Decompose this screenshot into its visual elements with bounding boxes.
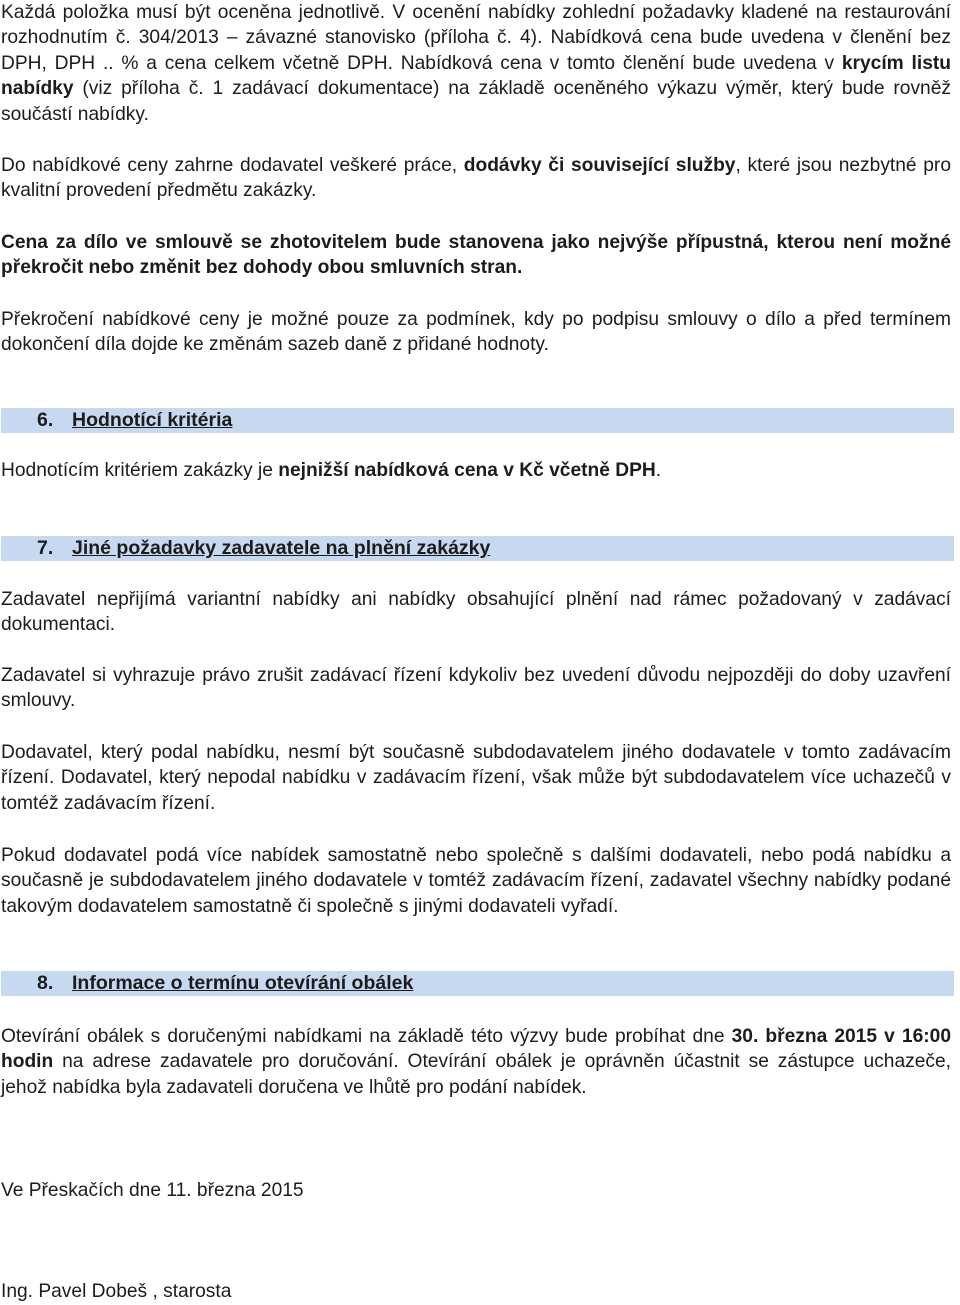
section-number: 6. bbox=[37, 409, 54, 431]
bold-opening-date: 30. března 2015 v 16:00 hodin bbox=[1, 1026, 951, 1073]
section-title: Jiné požadavky zadavatele na plnění zakázky bbox=[72, 537, 491, 559]
place-and-date: Ve Přeskačích dne 11. března 2015 bbox=[1, 1180, 304, 1201]
section-number: 8. bbox=[37, 972, 54, 994]
section-heading-6 bbox=[1, 408, 954, 433]
paragraph-max-price: Cena za dílo ve smlouvě se zhotovitelem bude stanovena jako nejvýše přípustná, kterou není možné překročit nebo změnit bez dohody obou smluvních stran. bbox=[1, 232, 951, 279]
section-heading-8 bbox=[1, 971, 954, 996]
section-heading-7 bbox=[1, 536, 954, 561]
section-title: Informace o termínu otevírání obálek bbox=[72, 972, 414, 994]
paragraph-price-exceed: Překročení nabídkové ceny je možné pouze za podmínek, kdy po podpisu smlouvy o dílo a před termínem dokončení díla dojde ke změnám sazeb daně z přidané hodnoty. bbox=[1, 309, 951, 356]
bold-related-services: dodávky či související služby bbox=[463, 155, 736, 176]
section-number: 7. bbox=[37, 537, 54, 559]
paragraph-cancel-right: Zadavatel si vyhrazuje právo zrušit zadávací řízení kdykoliv bez uvedení důvodu nejpozději do doby uzavření smlouvy. bbox=[1, 665, 951, 712]
paragraph-price-scope: Do nabídkové ceny zahrne dodavatel veškeré práce, dodávky či související služby, které jsou nezbytné pro kvalitní provedení předmětu zakázky. bbox=[1, 155, 951, 202]
paragraph-multiple-bids: Pokud dodavatel podá více nabídek samostatně nebo společně s dalšími dodavateli, nebo podá nabídku a současně je subdodavatelem jiného dodavatele v tomtéž zadávacím řízení, zadavatel všechny nabídky podané takovým dodavatelem samostatně či společně s jinými dodavateli vyřadí. bbox=[1, 845, 951, 917]
paragraph-no-variants: Zadavatel nepřijímá variantní nabídky ani nabídky obsahující plnění nad rámec požadovaný v zadávací dokumentaci. bbox=[1, 589, 951, 636]
bold-cover-sheet: krycím listu nabídky bbox=[1, 52, 951, 100]
paragraph-criteria: Hodnotícím kritériem zakázky je nejnižší nabídková cena v Kč včetně DPH. bbox=[1, 460, 662, 481]
signature-line: Ing. Pavel Dobeš , starosta bbox=[1, 1281, 232, 1302]
paragraph-pricing: Každá položka musí být oceněna jednotlivě. V ocenění nabídky zohlední požadavky kladené na restaurování rozhodnutím č. 304/2013 – závazné stanovisko (příloha č. 4). Nabídková cena bude uvedena v členění bez DPH, DPH .. % a cena celkem včetně DPH. Nabídková cena v tomto členění bude uvedena v krycím listu nabídky (viz příloha č. 1 zadávací dokumentace) na základě oceněného výkazu výměr, který bude rovněž součástí nabídky. bbox=[1, 2, 951, 125]
bold-lowest-price: nejnižší nabídková cena v Kč včetně DPH bbox=[278, 460, 656, 481]
paragraph-envelope-opening: Otevírání obálek s doručenými nabídkami na základě této výzvy bude probíhat dne 30. března 2015 v 16:00 hodin na adrese zadavatele pro doručování. Otevírání obálek je oprávněn účastnit se zástupce uchazeče, jehož nabídka byla zadavateli doručena ve lhůtě pro podání nabídek. bbox=[1, 1026, 951, 1098]
paragraph-subcontractor: Dodavatel, který podal nabídku, nesmí být současně subdodavatelem jiného dodavatele v tomto zadávacím řízení. Dodavatel, který nepodal nabídku v zadávacím řízení, však může být subdodavatelem více uchazečů v tomtéž zadávacím řízení. bbox=[1, 742, 951, 814]
section-title: Hodnotící kritéria bbox=[72, 409, 233, 431]
